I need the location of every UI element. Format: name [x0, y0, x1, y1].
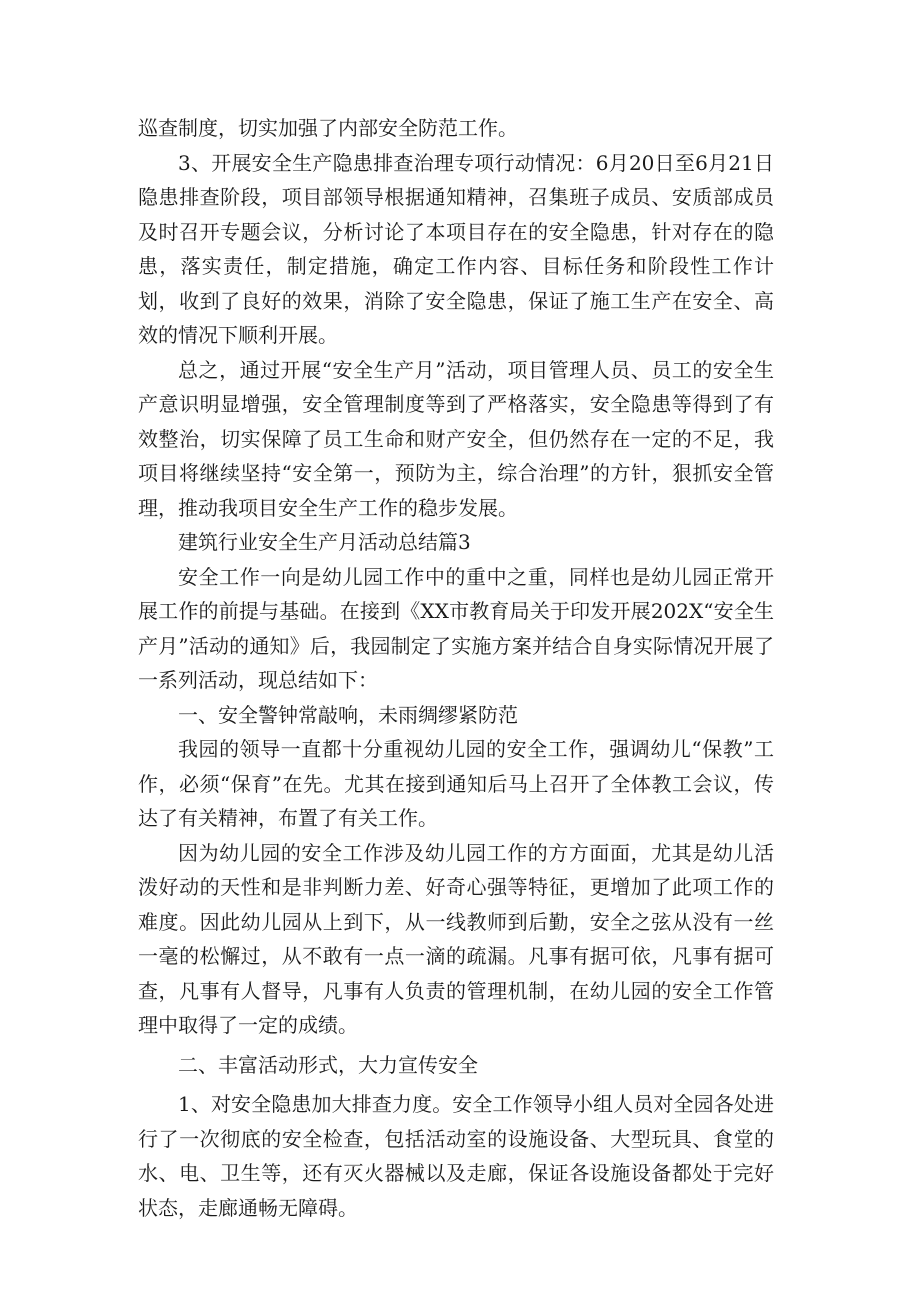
section-heading: 建筑行业安全生产月活动总结篇3	[178, 530, 471, 554]
subheading-one: 一、安全警钟常敲响，未雨绸缪紧防范	[178, 702, 518, 727]
paragraph-intro: 安全工作一向是幼儿园工作中的重中之重，同样也是幼儿园正常开展工作的前提与基础。在接到《XX市教育局关于印发开展202X“安全生产月”活动的通知》后，我园制定了实施方案并结合自身实际情况开展了一系列活动，现总结如下：	[138, 564, 774, 692]
document-body	[138, 111, 774, 1225]
paragraph-inspection: 1、对安全隐患加大排查力度。安全工作领导小组人员对全园各处进行了一次彻底的安全检查，包括活动室的设施设备、大型玩具、食堂的水、电、卫生等，还有灭火器械以及走廊，保证各设施设备都处于完好状态，走廊通畅无障碍。	[138, 1092, 774, 1220]
paragraph-leadership: 我园的领导一直都十分重视幼儿园的安全工作，强调幼儿“保教”工作，必须“保育”在先。尤其在接到通知后马上召开了全体教工会议，传达了有关精神，布置了有关工作。	[138, 737, 774, 830]
paragraph-difficulty: 因为幼儿园的安全工作涉及幼儿园工作的方方面面，尤其是幼儿活泼好动的天性和是非判断力差、好奇心强等特征，更增加了此项工作的难度。因此幼儿园从上到下，从一线教师到后勤，安全之弦从没有一丝一毫的松懈过，从不敢有一点一滴的疏漏。凡事有据可依，凡事有据可查，凡事有人督导，凡事有人负责的管理机制，在幼儿园的安全工作管理中取得了一定的成绩。	[138, 840, 774, 1037]
paragraph-item-3: 3、开展安全生产隐患排查治理专项行动情况：6月20日至6月21日隐患排查阶段，项目部领导根据通知精神，召集班子成员、安质部成员及时召开专题会议，分析讨论了本项目存在的安全隐患，针对存在的隐患，落实责任，制定措施，确定工作内容、目标任务和阶段性工作计划，收到了良好的效果，消除了安全隐患，保证了施工生产在安全、高效的情况下顺利开展。	[138, 150, 774, 347]
paragraph-conclusion: 总之，通过开展“安全生产月”活动，项目管理人员、员工的安全生产意识明显增强，安全管理制度等到了严格落实，安全隐患等得到了有效整治，切实保障了员工生命和财产安全，但仍然存在一定的不足，我项目将继续坚持“安全第一，预防为主，综合治理”的方针，狠抓安全管理，推动我项目安全生产工作的稳步发展。	[138, 357, 774, 520]
subheading-two: 二、丰富活动形式，大力宣传安全	[178, 1052, 478, 1077]
paragraph-continuation: 巡查制度，切实加强了内部安全防范工作。	[138, 116, 518, 140]
